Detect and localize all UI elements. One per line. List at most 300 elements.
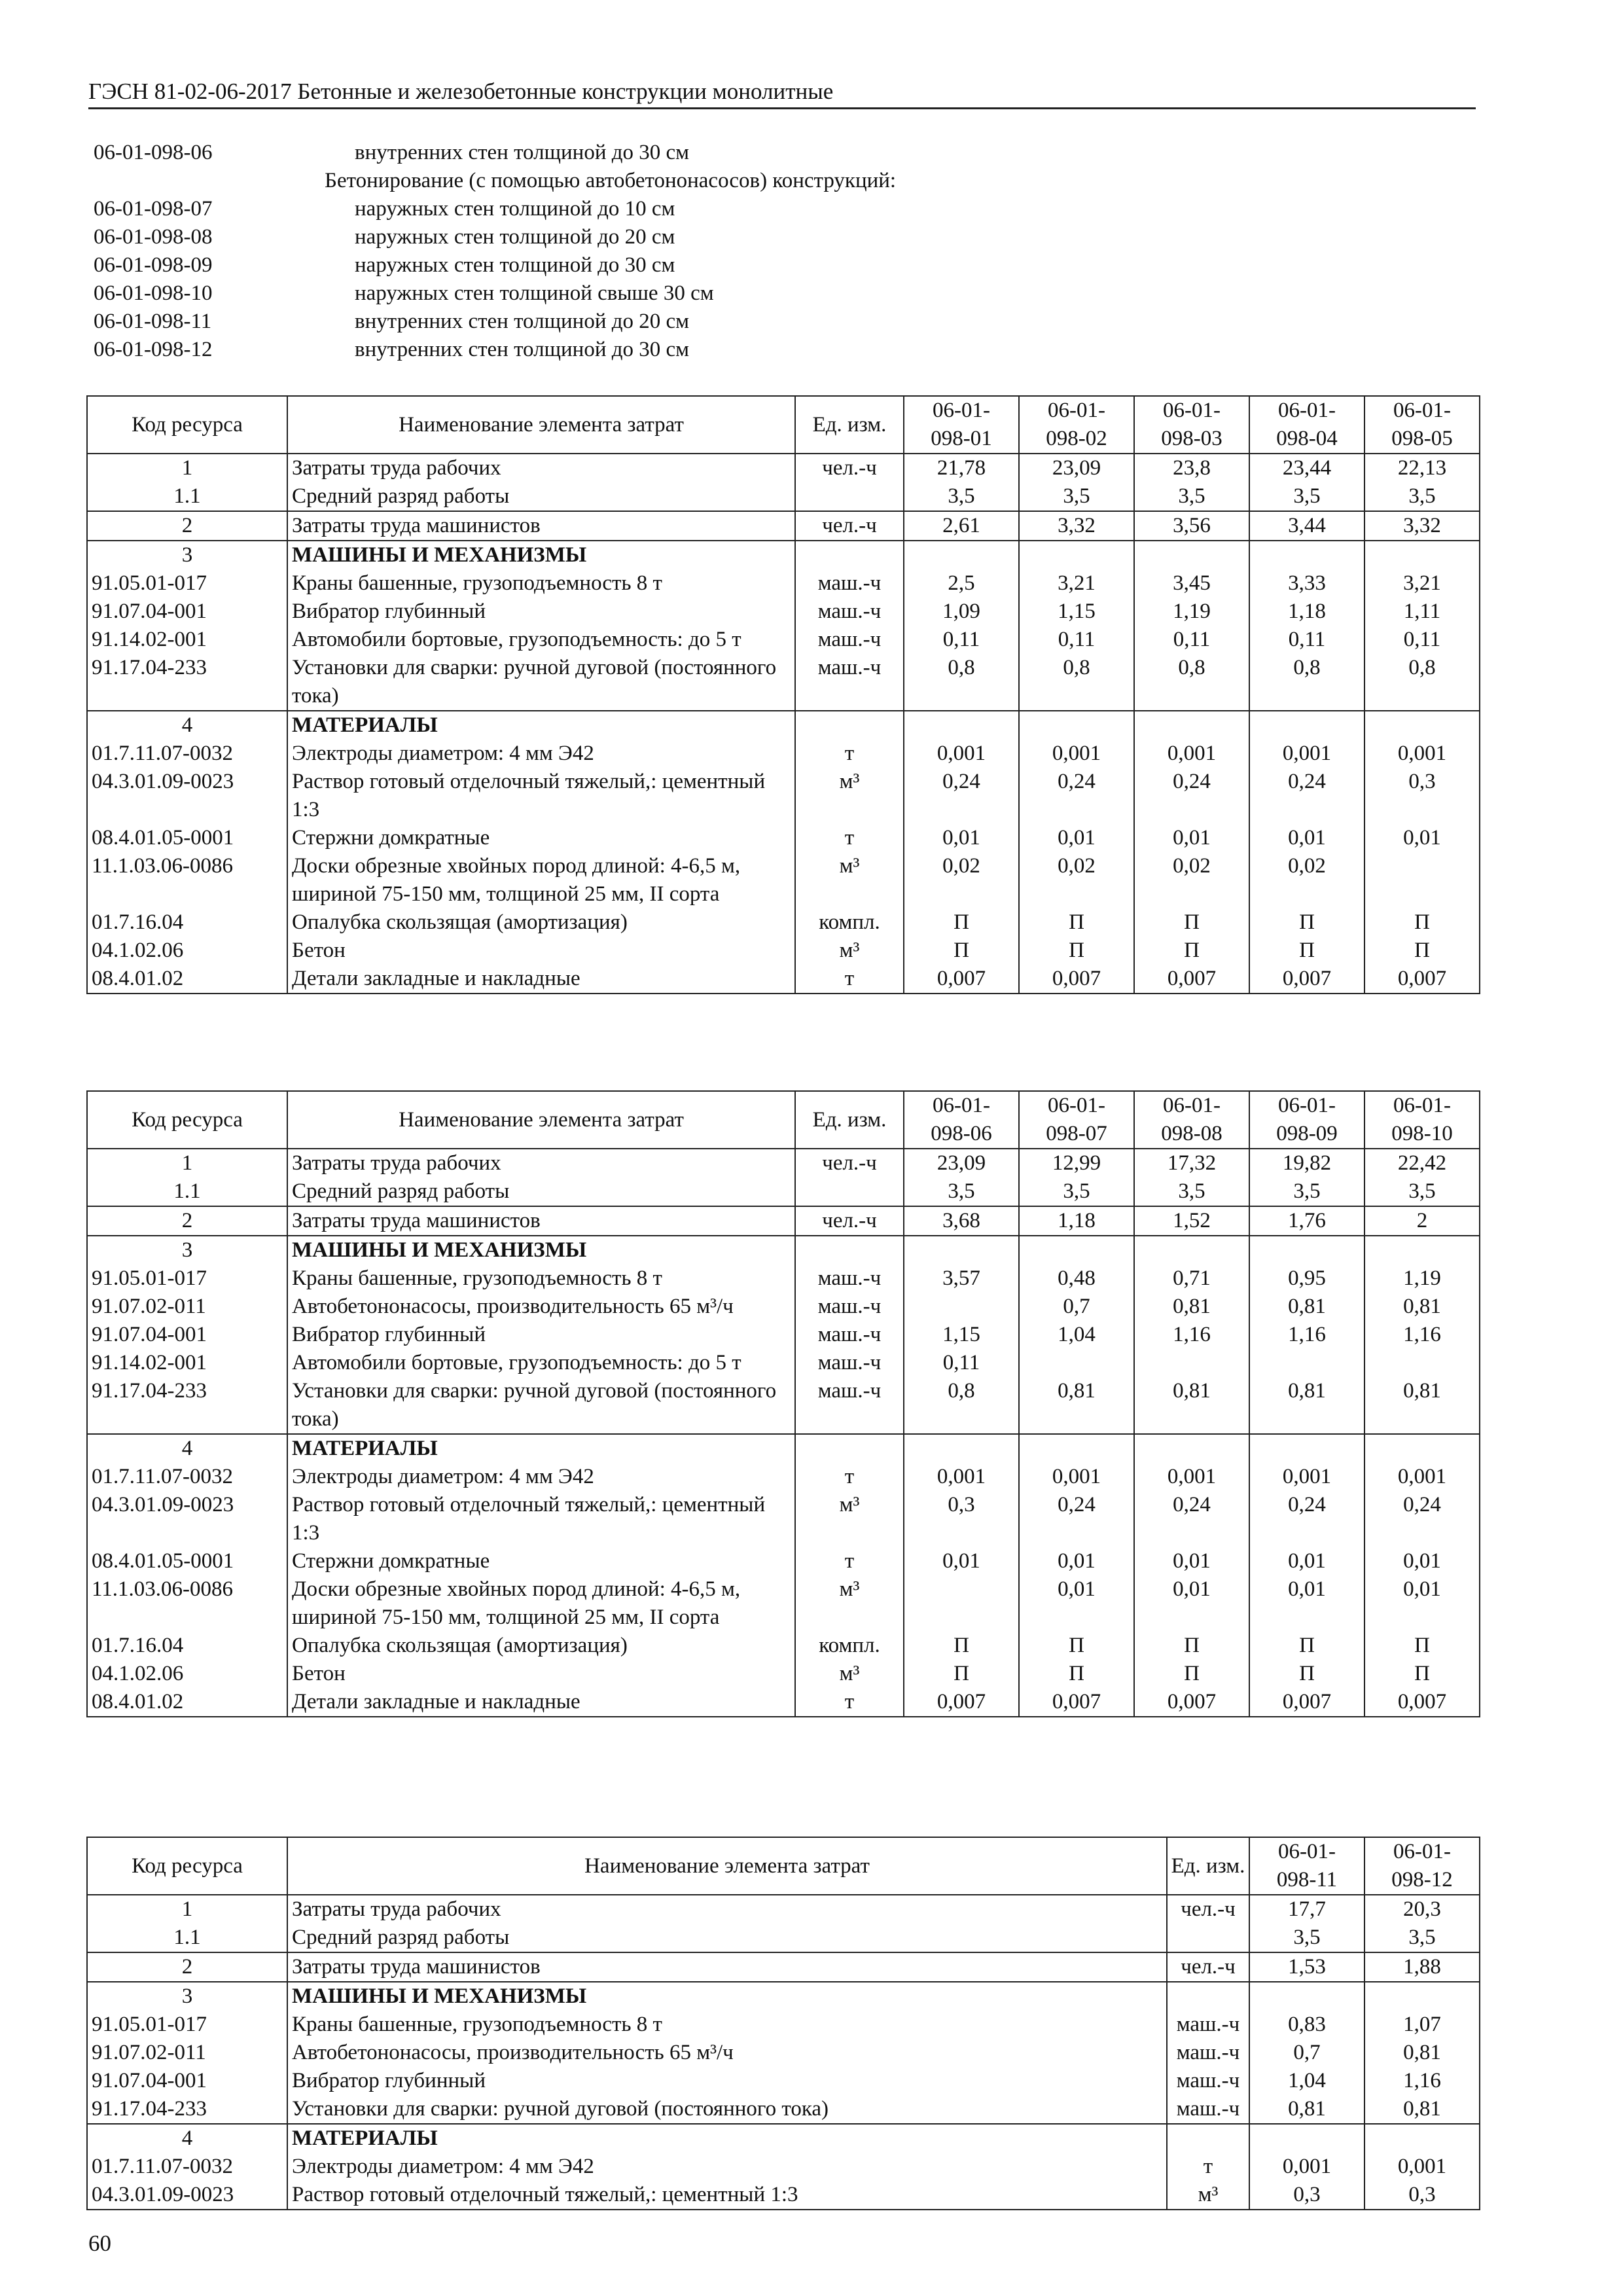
value-cell: 3,21: [1019, 569, 1134, 598]
value-cell: П: [1134, 908, 1249, 937]
resource-name: Краны башенные, грузоподъемность 8 т: [287, 569, 795, 598]
value-cell: 0,24: [1019, 768, 1134, 824]
value-cell: 0,001: [1364, 1463, 1480, 1491]
value-cell: 23,8: [1134, 454, 1249, 482]
value-cell: [1364, 1982, 1480, 2011]
table-row: [87, 1377, 1480, 1434]
value-cell: 0,007: [904, 1688, 1019, 1717]
resource-name: Затраты труда машинистов: [287, 1952, 1167, 1982]
value-cell: П: [1019, 937, 1134, 965]
value-cell: 0,007: [1134, 965, 1249, 994]
unit: м³: [795, 1660, 904, 1688]
resource-name: Средний разряд работы: [287, 482, 795, 511]
value-cell: 0,007: [904, 965, 1019, 994]
value-cell: 3,21: [1364, 569, 1480, 598]
value-cell: 0,24: [1019, 1491, 1134, 1547]
value-cell: 3,45: [1134, 569, 1249, 598]
value-cell: 0,007: [1134, 1688, 1249, 1717]
value-cell: 0,007: [1019, 1688, 1134, 1717]
value-cell: 0,95: [1249, 1265, 1364, 1293]
resource-code: 1.1: [87, 1924, 287, 1952]
intro-desc: наружных стен толщиной до 10 см: [355, 197, 675, 221]
unit: чел.-ч: [795, 454, 904, 482]
resource-code: 91.17.04-233: [87, 654, 287, 711]
value-cell: 1,53: [1249, 1952, 1364, 1982]
table-row: [87, 1982, 1480, 2011]
value-cell: 0,001: [1249, 740, 1364, 768]
value-cell: 0,11: [904, 1349, 1019, 1377]
value-cell: 0,24: [1249, 1491, 1364, 1547]
value-cell: 0,83: [1249, 2011, 1364, 2039]
resource-code: 3: [87, 1982, 287, 2011]
table-row: [87, 937, 1480, 965]
value-cell: 17,32: [1134, 1149, 1249, 1177]
resource-name: Стержни домкратные: [287, 1547, 795, 1575]
value-cell: 1,04: [1249, 2067, 1364, 2095]
table-row: [87, 1547, 1480, 1575]
value-cell: 1,52: [1134, 1206, 1249, 1236]
value-cell: 3,33: [1249, 569, 1364, 598]
resource-name: Автомобили бортовые, грузоподъемность: до 5 т: [287, 626, 795, 654]
resource-code: 91.07.04-001: [87, 1321, 287, 1349]
page-number: 60: [88, 2231, 111, 2256]
value-cell: 23,09: [1019, 454, 1134, 482]
value-cell: 0,8: [1364, 654, 1480, 711]
resource-name: Опалубка скользящая (амортизация): [287, 908, 795, 937]
resource-name: Автобетононасосы, производительность 65 м³/ч: [287, 1293, 795, 1321]
resource-code: 91.14.02-001: [87, 626, 287, 654]
unit: м³: [1167, 2181, 1249, 2210]
value-cell: 0,01: [1249, 824, 1364, 852]
unit: т: [795, 824, 904, 852]
section-title: МАТЕРИАЛЫ: [287, 711, 795, 740]
resource-name: Раствор готовый отделочный тяжелый,: цементный 1:3: [287, 2181, 1167, 2210]
value-cell: 0,001: [1249, 1463, 1364, 1491]
table-row: [87, 654, 1480, 711]
resource-code: 91.14.02-001: [87, 1349, 287, 1377]
header-unit: Ед. изм.: [795, 1091, 904, 1149]
header-rate-code: 06-01- 098-11: [1249, 1837, 1364, 1895]
unit: м³: [795, 1491, 904, 1547]
resource-code: 91.05.01-017: [87, 1265, 287, 1293]
table-row: [87, 824, 1480, 852]
resource-code: 91.07.02-011: [87, 1293, 287, 1321]
value-cell: [1249, 1982, 1364, 2011]
unit: маш.-ч: [1167, 2011, 1249, 2039]
resource-name: Затраты труда рабочих: [287, 454, 795, 482]
value-cell: 0,01: [1364, 1547, 1480, 1575]
table-row: [87, 569, 1480, 598]
unit: т: [795, 1688, 904, 1717]
table-header-row: [87, 1091, 1480, 1149]
intro-row: [94, 167, 896, 195]
intro-code: 06-01-098-09: [94, 253, 213, 277]
resource-code: 11.1.03.06-0086: [87, 1575, 287, 1632]
value-cell: [1019, 1349, 1134, 1377]
value-cell: 12,99: [1019, 1149, 1134, 1177]
value-cell: 3,32: [1019, 511, 1134, 541]
value-cell: 0,8: [1134, 654, 1249, 711]
value-cell: П: [1249, 908, 1364, 937]
header-name: Наименование элемента затрат: [287, 1091, 795, 1149]
value-cell: 0,11: [904, 626, 1019, 654]
value-cell: П: [1364, 1632, 1480, 1660]
unit: чел.-ч: [795, 511, 904, 541]
unit: маш.-ч: [1167, 2039, 1249, 2067]
unit: маш.-ч: [795, 1265, 904, 1293]
value-cell: [1364, 541, 1480, 569]
value-cell: 1,19: [1134, 598, 1249, 626]
header-rate-code: 06-01- 098-04: [1249, 396, 1364, 454]
value-cell: 0,81: [1249, 1377, 1364, 1434]
value-cell: [1364, 711, 1480, 740]
unit: маш.-ч: [795, 654, 904, 711]
header-code: Код ресурса: [87, 396, 287, 454]
value-cell: 19,82: [1249, 1149, 1364, 1177]
value-cell: 0,81: [1364, 2039, 1480, 2067]
value-cell: 20,3: [1364, 1895, 1480, 1924]
resource-name: Затраты труда рабочих: [287, 1895, 1167, 1924]
value-cell: 3,5: [1364, 1177, 1480, 1206]
value-cell: 0,81: [1019, 1377, 1134, 1434]
intro-code: 06-01-098-08: [94, 225, 213, 249]
resource-name: Вибратор глубинный: [287, 2067, 1167, 2095]
value-cell: 0,81: [1249, 1293, 1364, 1321]
resource-code: 2: [87, 1952, 287, 1982]
resource-code: 08.4.01.05-0001: [87, 1547, 287, 1575]
value-cell: 3,44: [1249, 511, 1364, 541]
table-row: [87, 1463, 1480, 1491]
unit: [1167, 1982, 1249, 2011]
resource-code: 91.07.04-001: [87, 598, 287, 626]
table-row: [87, 1952, 1480, 1982]
table-row: [87, 1688, 1480, 1717]
unit: [795, 1236, 904, 1265]
resource-name: Электроды диаметром: 4 мм Э42: [287, 740, 795, 768]
resource-code: 2: [87, 511, 287, 541]
value-cell: [1249, 541, 1364, 569]
value-cell: 1,09: [904, 598, 1019, 626]
resource-table-3: [86, 1837, 1480, 2210]
value-cell: 0,24: [904, 768, 1019, 824]
table-row: [87, 2124, 1480, 2153]
resource-name: Раствор готовый отделочный тяжелый,: цементный 1:3: [287, 768, 795, 824]
intro-row: [94, 251, 896, 279]
table-row: [87, 2039, 1480, 2067]
section-title: МАШИНЫ И МЕХАНИЗМЫ: [287, 1982, 1167, 2011]
unit: т: [795, 965, 904, 994]
value-cell: [904, 711, 1019, 740]
table-row: [87, 908, 1480, 937]
resource-name: Затраты труда машинистов: [287, 511, 795, 541]
table-row: [87, 511, 1480, 541]
value-cell: 0,01: [1249, 1547, 1364, 1575]
resource-code: 04.3.01.09-0023: [87, 768, 287, 824]
value-cell: 1,88: [1364, 1952, 1480, 1982]
resource-name: Детали закладные и накладные: [287, 1688, 795, 1717]
table-row: [87, 541, 1480, 569]
resource-code: 08.4.01.02: [87, 1688, 287, 1717]
table-row: [87, 1895, 1480, 1924]
resource-code: 1.1: [87, 1177, 287, 1206]
resource-code: 04.3.01.09-0023: [87, 2181, 287, 2210]
resource-name: Доски обрезные хвойных пород длиной: 4-6,5 м, шириной 75-150 мм, толщиной 25 мм, II сорта: [287, 852, 795, 908]
resource-code: 01.7.11.07-0032: [87, 740, 287, 768]
resource-name: Электроды диаметром: 4 мм Э42: [287, 1463, 795, 1491]
value-cell: П: [1249, 1632, 1364, 1660]
value-cell: [904, 1575, 1019, 1632]
value-cell: 0,11: [1019, 626, 1134, 654]
value-cell: [1249, 1236, 1364, 1265]
resource-code: 04.3.01.09-0023: [87, 1491, 287, 1547]
resource-name: Автомобили бортовые, грузоподъемность: до 5 т: [287, 1349, 795, 1377]
resource-code: 91.07.02-011: [87, 2039, 287, 2067]
value-cell: 0,8: [904, 654, 1019, 711]
unit: чел.-ч: [795, 1206, 904, 1236]
resource-name: Раствор готовый отделочный тяжелый,: цементный 1:3: [287, 1491, 795, 1547]
value-cell: 0,3: [1249, 2181, 1364, 2210]
value-cell: 0,3: [1364, 2181, 1480, 2210]
value-cell: 0,01: [904, 1547, 1019, 1575]
table-row: [87, 1265, 1480, 1293]
value-cell: П: [904, 1632, 1019, 1660]
resource-name: Установки для сварки: ручной дуговой (постоянного тока): [287, 654, 795, 711]
value-cell: 1,04: [1019, 1321, 1134, 1349]
unit: маш.-ч: [795, 598, 904, 626]
table-row: [87, 2095, 1480, 2124]
value-cell: 0,8: [904, 1377, 1019, 1434]
resource-name: Опалубка скользящая (амортизация): [287, 1632, 795, 1660]
value-cell: 0,48: [1019, 1265, 1134, 1293]
unit: [795, 1177, 904, 1206]
table-row: [87, 1177, 1480, 1206]
value-cell: 0,02: [1134, 852, 1249, 908]
value-cell: 0,81: [1249, 2095, 1364, 2124]
value-cell: 0,001: [1134, 1463, 1249, 1491]
value-cell: [1249, 711, 1364, 740]
resource-name: Установки для сварки: ручной дуговой (постоянного тока): [287, 2095, 1167, 2124]
value-cell: 1,11: [1364, 598, 1480, 626]
value-cell: П: [1249, 1660, 1364, 1688]
value-cell: 0,007: [1019, 965, 1134, 994]
resource-code: 01.7.11.07-0032: [87, 1463, 287, 1491]
value-cell: П: [1249, 937, 1364, 965]
page-header: ГЭСН 81-02-06-2017 Бетонные и железобетонные конструкции монолитные: [88, 79, 1476, 109]
value-cell: [1134, 1349, 1249, 1377]
value-cell: [1364, 1236, 1480, 1265]
table-row: [87, 1236, 1480, 1265]
value-cell: 0,01: [1134, 1547, 1249, 1575]
table-row: [87, 1149, 1480, 1177]
value-cell: П: [1134, 1660, 1249, 1688]
value-cell: 0,02: [904, 852, 1019, 908]
table-row: [87, 1660, 1480, 1688]
value-cell: 0,24: [1134, 768, 1249, 824]
value-cell: 2,61: [904, 511, 1019, 541]
unit: [1167, 2124, 1249, 2153]
resource-code: 3: [87, 541, 287, 569]
value-cell: 0,01: [1364, 824, 1480, 852]
unit: маш.-ч: [795, 626, 904, 654]
value-cell: 3,5: [1249, 1177, 1364, 1206]
resource-code: 08.4.01.02: [87, 965, 287, 994]
intro-list: [94, 139, 896, 364]
section-title: МАШИНЫ И МЕХАНИЗМЫ: [287, 1236, 795, 1265]
value-cell: 0,001: [904, 1463, 1019, 1491]
value-cell: 3,5: [1134, 1177, 1249, 1206]
value-cell: [1134, 1236, 1249, 1265]
unit: т: [1167, 2153, 1249, 2181]
value-cell: 3,5: [904, 482, 1019, 511]
intro-row: [94, 139, 896, 167]
value-cell: [904, 541, 1019, 569]
value-cell: 0,001: [904, 740, 1019, 768]
header-rate-code: 06-01- 098-12: [1364, 1837, 1480, 1895]
table-row: [87, 711, 1480, 740]
value-cell: 0,01: [1019, 824, 1134, 852]
unit: м³: [795, 852, 904, 908]
value-cell: 0,81: [1134, 1293, 1249, 1321]
value-cell: 3,57: [904, 1265, 1019, 1293]
unit: [795, 1434, 904, 1463]
value-cell: 2,5: [904, 569, 1019, 598]
value-cell: 0,001: [1134, 740, 1249, 768]
table-row: [87, 1293, 1480, 1321]
intro-desc: внутренних стен толщиной до 30 см: [355, 338, 690, 361]
unit: м³: [795, 1575, 904, 1632]
unit: компл.: [795, 908, 904, 937]
value-cell: П: [1134, 937, 1249, 965]
resource-code: 3: [87, 1236, 287, 1265]
resource-code: 1: [87, 1149, 287, 1177]
intro-desc: Бетонирование (с помощью автобетононасосов) конструкций:: [325, 169, 897, 192]
value-cell: 1,16: [1249, 1321, 1364, 1349]
value-cell: 3,5: [1019, 1177, 1134, 1206]
header-unit: Ед. изм.: [1167, 1837, 1249, 1895]
section-title: МАТЕРИАЛЫ: [287, 2124, 1167, 2153]
value-cell: [904, 1236, 1019, 1265]
value-cell: [1249, 1349, 1364, 1377]
resource-name: Бетон: [287, 1660, 795, 1688]
resource-code: 11.1.03.06-0086: [87, 852, 287, 908]
value-cell: 17,7: [1249, 1895, 1364, 1924]
unit: маш.-ч: [795, 569, 904, 598]
table-header-row: [87, 396, 1480, 454]
header-code: Код ресурса: [87, 1837, 287, 1895]
resource-code: 01.7.16.04: [87, 908, 287, 937]
unit: [1167, 1924, 1249, 1952]
value-cell: 0,11: [1364, 626, 1480, 654]
header-name: Наименование элемента затрат: [287, 396, 795, 454]
header-rate-code: 06-01- 098-05: [1364, 396, 1480, 454]
value-cell: 0,3: [904, 1491, 1019, 1547]
value-cell: 0,007: [1249, 965, 1364, 994]
value-cell: 1,16: [1364, 1321, 1480, 1349]
table-row: [87, 1434, 1480, 1463]
intro-desc: внутренних стен толщиной до 30 см: [355, 141, 690, 164]
value-cell: 0,8: [1249, 654, 1364, 711]
resource-name: Автобетононасосы, производительность 65 м³/ч: [287, 2039, 1167, 2067]
value-cell: 0,01: [1134, 1575, 1249, 1632]
resource-name: Стержни домкратные: [287, 824, 795, 852]
table-row: [87, 2011, 1480, 2039]
header-rate-code: 06-01- 098-07: [1019, 1091, 1134, 1149]
table-row: [87, 1206, 1480, 1236]
resource-code: 01.7.11.07-0032: [87, 2153, 287, 2181]
value-cell: 0,01: [904, 824, 1019, 852]
intro-row: [94, 336, 896, 364]
value-cell: 0,24: [1364, 1491, 1480, 1547]
value-cell: 0,11: [1249, 626, 1364, 654]
unit: маш.-ч: [1167, 2067, 1249, 2095]
value-cell: 0,24: [1249, 768, 1364, 824]
value-cell: [1019, 1236, 1134, 1265]
intro-code: 06-01-098-06: [94, 141, 213, 164]
resource-name: Затраты труда машинистов: [287, 1206, 795, 1236]
resource-name: Средний разряд работы: [287, 1924, 1167, 1952]
value-cell: 0,7: [1249, 2039, 1364, 2067]
value-cell: [1249, 2124, 1364, 2153]
header-rate-code: 06-01- 098-09: [1249, 1091, 1364, 1149]
value-cell: 3,5: [1364, 1924, 1480, 1952]
unit: т: [795, 1463, 904, 1491]
value-cell: П: [904, 1660, 1019, 1688]
header-rate-code: 06-01- 098-08: [1134, 1091, 1249, 1149]
resource-table-1: [86, 395, 1480, 994]
intro-desc: внутренних стен толщиной до 20 см: [355, 310, 690, 333]
resource-name: Установки для сварки: ручной дуговой (постоянного тока): [287, 1377, 795, 1434]
value-cell: 1,16: [1134, 1321, 1249, 1349]
value-cell: 0,24: [1134, 1491, 1249, 1547]
value-cell: П: [1364, 937, 1480, 965]
value-cell: 0,001: [1249, 2153, 1364, 2181]
value-cell: [904, 1293, 1019, 1321]
value-cell: 1,18: [1249, 598, 1364, 626]
intro-row: [94, 308, 896, 336]
value-cell: 3,56: [1134, 511, 1249, 541]
value-cell: 0,001: [1019, 1463, 1134, 1491]
unit: маш.-ч: [1167, 2095, 1249, 2124]
unit: чел.-ч: [795, 1149, 904, 1177]
intro-code: [94, 167, 325, 195]
resource-code: 08.4.01.05-0001: [87, 824, 287, 852]
value-cell: 1,15: [1019, 598, 1134, 626]
value-cell: 0,02: [1019, 852, 1134, 908]
unit: [795, 541, 904, 569]
table-row: [87, 740, 1480, 768]
resource-name: Детали закладные и накладные: [287, 965, 795, 994]
resource-name: Вибратор глубинный: [287, 1321, 795, 1349]
resource-name: Электроды диаметром: 4 мм Э42: [287, 2153, 1167, 2181]
value-cell: П: [1019, 1632, 1134, 1660]
value-cell: 0,007: [1249, 1688, 1364, 1717]
value-cell: 0,02: [1249, 852, 1364, 908]
value-cell: [1364, 1349, 1480, 1377]
value-cell: 0,001: [1364, 740, 1480, 768]
value-cell: 3,5: [1134, 482, 1249, 511]
value-cell: [1364, 1434, 1480, 1463]
value-cell: 3,68: [904, 1206, 1019, 1236]
resource-code: 91.17.04-233: [87, 2095, 287, 2124]
intro-code: 06-01-098-10: [94, 281, 213, 305]
unit: чел.-ч: [1167, 1895, 1249, 1924]
value-cell: 3,5: [1249, 1924, 1364, 1952]
unit: т: [795, 740, 904, 768]
value-cell: 3,32: [1364, 511, 1480, 541]
unit: м³: [795, 937, 904, 965]
unit: т: [795, 1547, 904, 1575]
value-cell: 1,18: [1019, 1206, 1134, 1236]
